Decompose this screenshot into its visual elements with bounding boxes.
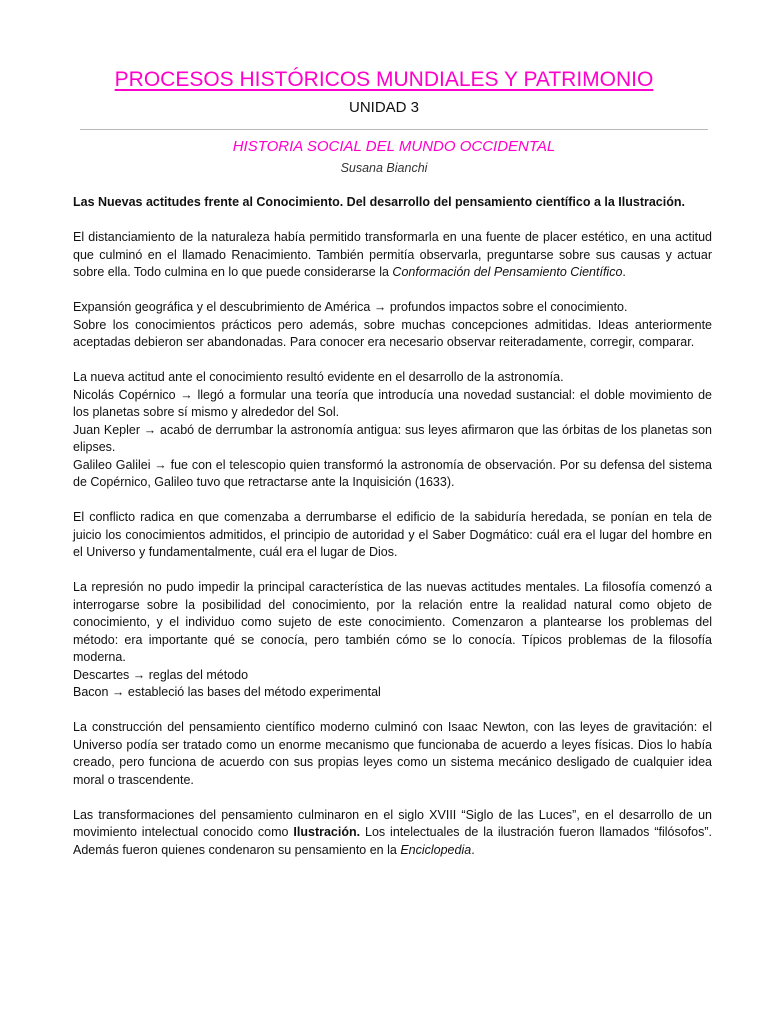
italic-term: Conformación del Pensamiento Científico (392, 265, 623, 279)
paragraph-line: Descartes → reglas del método (73, 667, 249, 682)
section-heading: Las Nuevas actitudes frente al Conocimiento. Del desarrollo del pensamiento científico a la Ilustración. (73, 195, 685, 209)
bold-term: Ilustración. (293, 825, 361, 839)
section-title: HISTORIA SOCIAL DEL MUNDO OCCIDENTAL (232, 138, 556, 155)
paragraph-end: . (622, 265, 626, 279)
paragraph-text: Las transformaciones del pensamiento culminaron en el siglo XVIII “Siglo de las Luces”, en el desarrollo de un movimiento intelectual conocido como (73, 807, 712, 839)
paragraph-line: Sobre los conocimientos prácticos pero además, sobre muchas concepciones admitidas. Ideas anteriormente aceptadas debieron ser abandonadas. Para conocer era necesario observar reiteradamente, corregir, comparar. (73, 317, 712, 349)
document-body (73, 194, 712, 859)
paragraph-line: Expansión geográfica y el descubrimiento de América → profundos impactos sobre el conocimiento. (73, 300, 628, 314)
unit-label: UNIDAD 3 (348, 99, 419, 116)
paragraph-expansion (73, 299, 712, 352)
paragraph-text: Los intelectuales de la ilustración fueron llamados “filósofos”. Además fueron quienes condenaron su pensamiento en la (73, 825, 712, 857)
paragraph-conflicto: El conflicto radica en que comenzaba a derrumbarse el edificio de la sabiduría heredada, se ponían en tela de juicio los conocimientos admitidos, el principio de autoridad y el Saber Dogmático: cuál era el lugar del hombre en el Universo y fundamentalmente, cuál era el lugar de Dios. (73, 510, 712, 559)
paragraph-line: Galileo Galilei → fue con el telescopio quien transformó la astronomía de observación. Por su defensa del sistema de Copérnico, Galileo tuvo que retractarse ante la Inquisición (1633). (73, 457, 712, 489)
italic-term: Enciclopedia (400, 842, 472, 857)
paragraph-line: Juan Kepler → acabó de derrumbar la astronomía antigua: sus leyes afirmaron que las órbitas de los planetas son elipses. (73, 422, 712, 454)
paragraph-astronomia (73, 369, 712, 492)
paragraph-end: . (471, 842, 475, 857)
paragraph-naturaleza (73, 229, 712, 282)
paragraph-line: La nueva actitud ante el conocimiento resultó evidente en el desarrollo de la astronomía. (73, 370, 564, 384)
paragraph-line: Bacon → estableció las bases del método experimental (73, 685, 381, 699)
paragraph-line: Nicolás Copérnico → llegó a formular una teoría que introducía una novedad sustancial: el doble movimiento de los planetas sobre sí mismo y alrededor del Sol. (73, 387, 712, 419)
document-title: PROCESOS HISTÓRICOS MUNDIALES Y PATRIMONIO (114, 68, 654, 91)
author-name: Susana Bianchi (340, 161, 428, 175)
paragraph-line: La represión no pudo impedir la principal característica de las nuevas actitudes mentales. La filosofía comenzó a interrogarse sobre la posibilidad del conocimiento, por la relación entre la realidad natural como objeto de conocimiento, y el individuo como sujeto de este conocimiento. Comenzaron a plantearse los problemas del método: era importante qué se conocía, pero también cómo se lo conocía. Típicos problemas de la filosofía moderna. (73, 580, 712, 664)
paragraph-text: El distanciamiento de la naturaleza había permitido transformarla en una fuente de placer estético, en una actitud que culminó en el llamado Renacimiento. También permitía observarla, preguntarse sobre sus causas y actuar sobre ella. Todo culmina en lo que puede considerarse la (73, 230, 712, 279)
header-divider (80, 129, 708, 130)
paragraph-newton: La construcción del pensamiento científico moderno culminó con Isaac Newton, con las leyes de gravitación: el Universo podía ser tratado como un enorme mecanismo que funcionaba de acuerdo a leyes físicas. Dios lo había creado, pero funciona de acuerdo con sus propias leyes como un sistema mecánico desligado de cualquier idea moral o trascendente. (73, 720, 712, 787)
paragraph-represion (73, 579, 712, 702)
paragraph-ilustracion (73, 807, 712, 860)
